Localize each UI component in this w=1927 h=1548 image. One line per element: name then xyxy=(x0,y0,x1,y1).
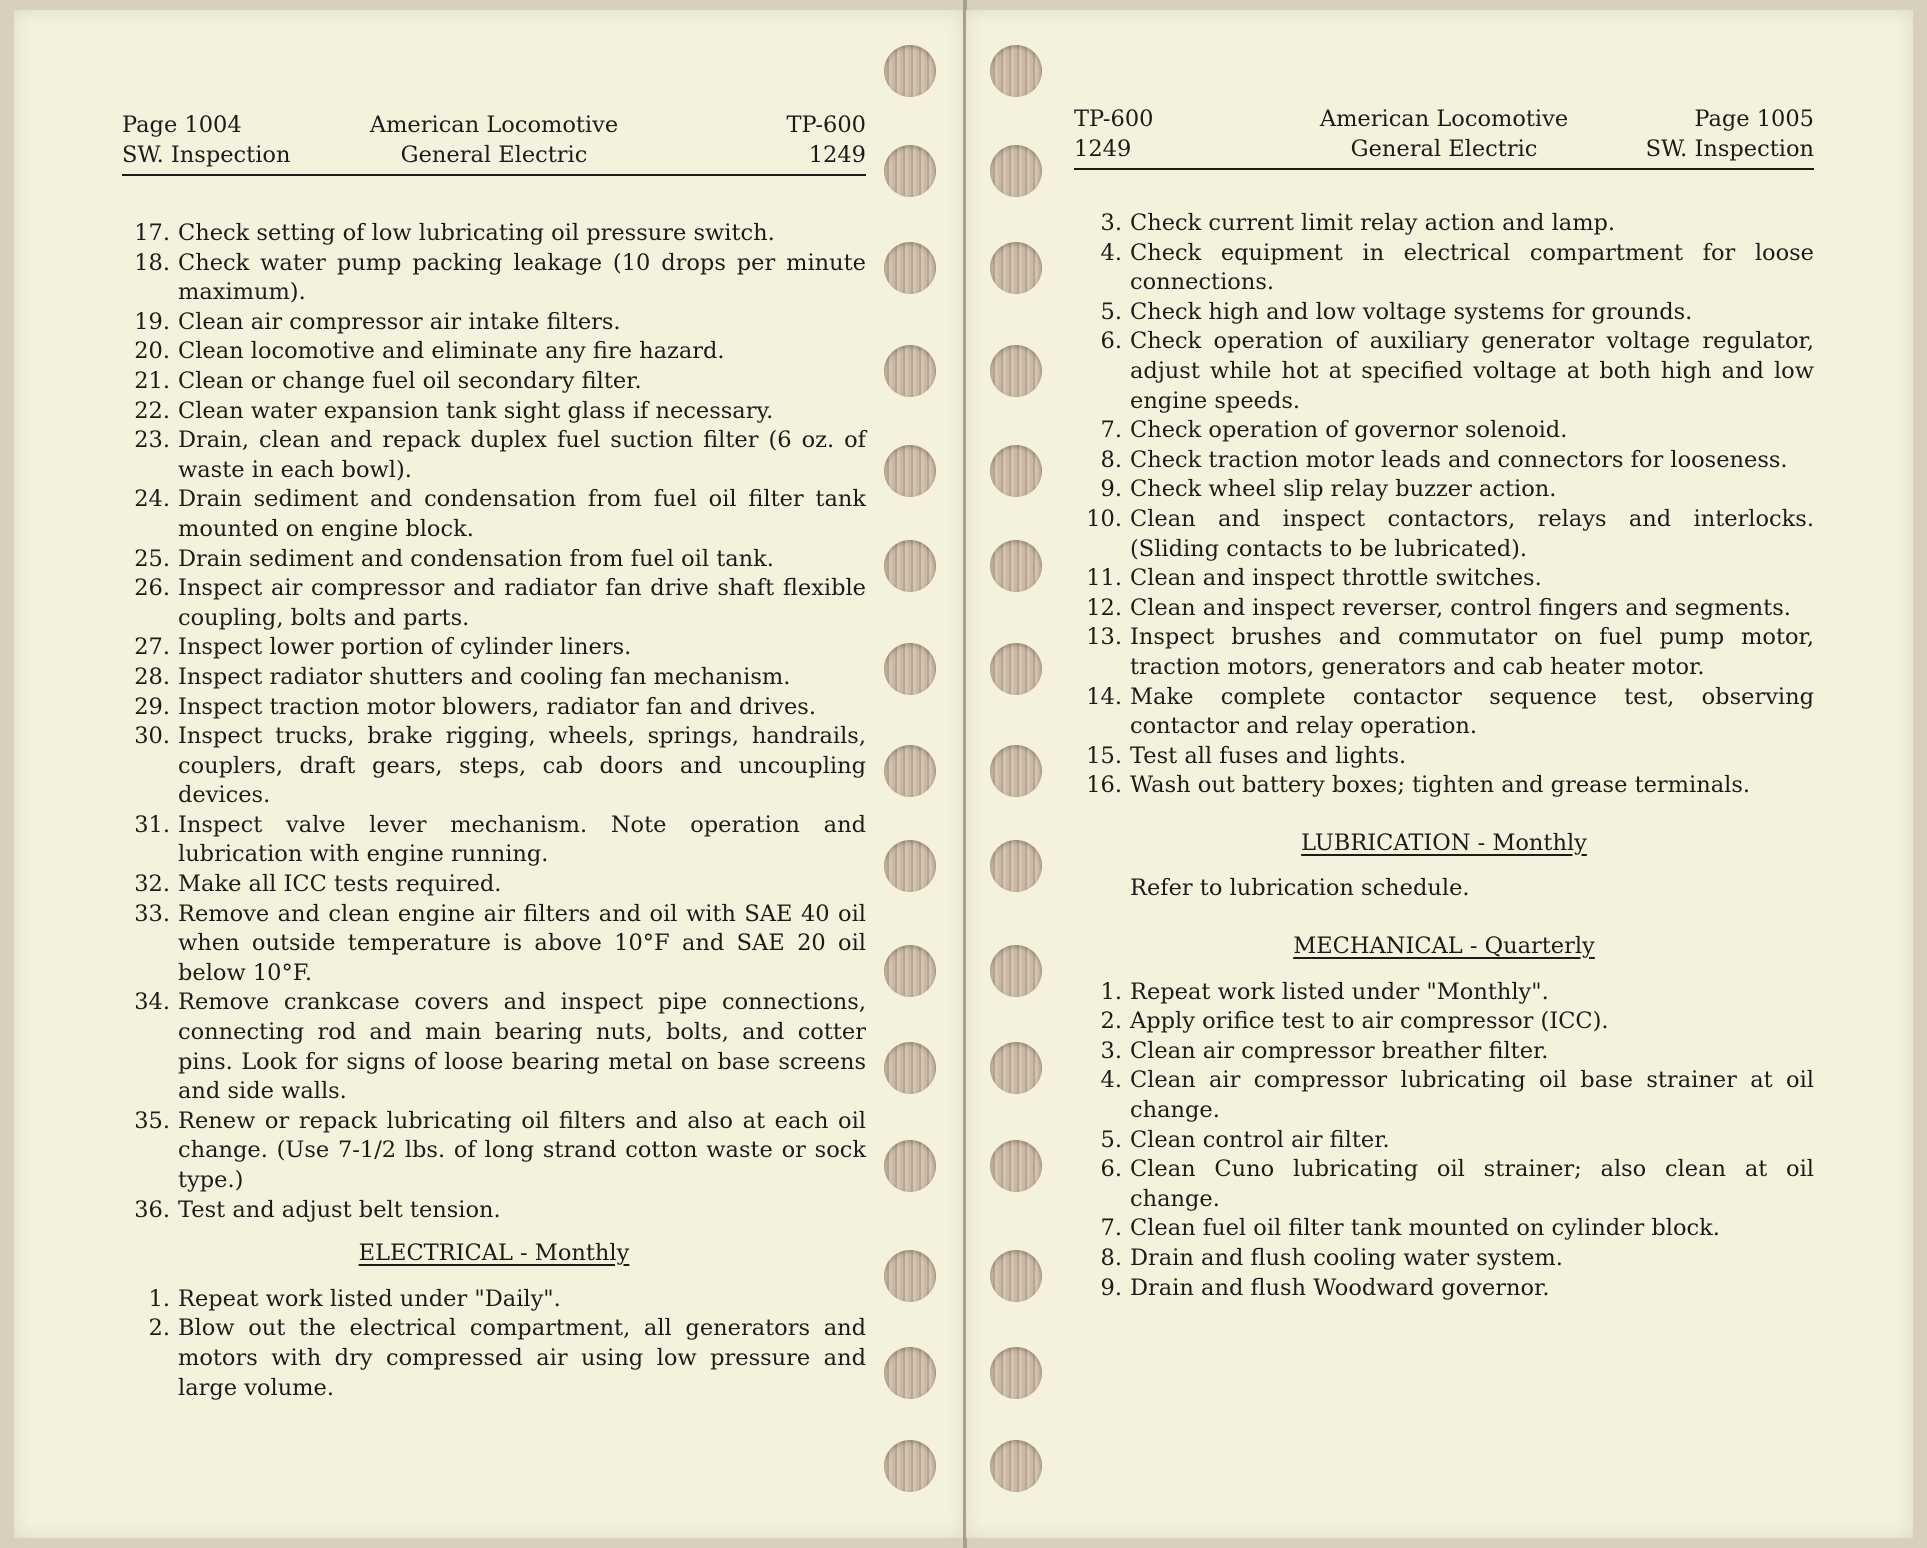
item-text: Renew or repack lubricating oil filters and also at each oil change. (Use 7-1/2 lbs. of long strand cotton waste or sock type.) xyxy=(178,1107,866,1193)
list-item xyxy=(1074,1126,1814,1156)
item-number: 2. xyxy=(1100,1008,1122,1035)
list-item xyxy=(122,397,866,427)
item-text: Blow out the electrical compartment, all generators and motors with dry compressed air using low pressure and large volume. xyxy=(178,1315,866,1401)
item-text: Inspect radiator shutters and cooling fan mechanism. xyxy=(178,663,791,690)
doc-code: TP-600 xyxy=(1074,106,1154,132)
list-item xyxy=(122,219,866,249)
item-number: 9. xyxy=(1100,1274,1122,1301)
item-text: Clean and inspect throttle switches. xyxy=(1130,565,1542,592)
right-page-body xyxy=(1074,209,1814,1303)
item-number: 1. xyxy=(148,1285,170,1312)
item-number: 32. xyxy=(134,871,170,898)
list-item xyxy=(1074,298,1814,328)
section-title-lubrication: LUBRICATION - Monthly xyxy=(1301,829,1587,856)
item-text: Check operation of governor solenoid. xyxy=(1130,417,1568,444)
item-number: 15. xyxy=(1086,742,1122,769)
left-page xyxy=(14,10,964,1538)
list-item xyxy=(122,1107,866,1196)
list-item xyxy=(122,633,866,663)
item-text: Drain sediment and condensation from fuel oil tank. xyxy=(178,545,774,572)
list-item xyxy=(122,337,866,367)
list-item xyxy=(1074,623,1814,682)
item-number: 31. xyxy=(134,811,170,838)
item-text: Clean or change fuel oil secondary filter. xyxy=(178,367,642,394)
item-text: Drain and flush Woodward governor. xyxy=(1130,1274,1550,1301)
item-number: 27. xyxy=(134,634,170,661)
list-item xyxy=(1074,564,1814,594)
list-item xyxy=(122,870,866,900)
item-number: 24. xyxy=(134,486,170,513)
item-text: Clean air compressor lubricating oil base strainer at oil change. xyxy=(1130,1067,1814,1124)
item-text: Check operation of auxiliary generator voltage regulator, adjust while hot at specified voltage at both high and low engine speeds. xyxy=(1130,328,1814,414)
item-text: Check current limit relay action and lamp. xyxy=(1130,210,1616,236)
item-text: Inspect brushes and commutator on fuel pump motor, traction motors, generators and cab heater motor. xyxy=(1130,624,1814,680)
item-number: 2. xyxy=(148,1315,170,1342)
item-text: Clean fuel oil filter tank mounted on cylinder block. xyxy=(1130,1215,1720,1242)
right-page xyxy=(966,10,1913,1538)
list-item xyxy=(122,545,866,575)
list-item xyxy=(122,367,866,397)
item-number: 35. xyxy=(134,1107,170,1134)
item-text: Apply orifice test to air compressor (ICC). xyxy=(1130,1008,1609,1035)
right-page-header xyxy=(1074,104,1814,170)
item-number: 14. xyxy=(1086,683,1122,710)
list-item xyxy=(1074,416,1814,446)
item-text: Check traction motor leads and connectors for looseness. xyxy=(1130,446,1788,473)
item-text: Inspect trucks, brake rigging, wheels, springs, handrails, couplers, draft gears, steps, cab doors and uncoupling devices. xyxy=(178,723,866,809)
company-name: American Locomotive xyxy=(1319,106,1569,132)
item-number: 18. xyxy=(134,249,170,276)
lubrication-note: Refer to lubrication schedule. xyxy=(1130,875,1470,902)
mechanical-list xyxy=(1074,978,1814,1304)
item-text: Check high and low voltage systems for grounds. xyxy=(1130,298,1693,325)
item-number: 8. xyxy=(1100,446,1122,473)
item-text: Drain sediment and condensation from fuel oil filter tank mounted on engine block. xyxy=(178,486,866,542)
list-item xyxy=(122,722,866,811)
item-number: 13. xyxy=(1086,624,1122,651)
list-item xyxy=(122,900,866,989)
item-number: 11. xyxy=(1086,565,1122,592)
list-item xyxy=(1074,475,1814,505)
item-number: 3. xyxy=(1100,210,1122,236)
item-number: 1. xyxy=(1100,978,1122,1005)
item-number: 5. xyxy=(1100,1126,1122,1153)
item-text: Inspect valve lever mechanism. Note operation and lubrication with engine running. xyxy=(178,811,866,868)
inspection-list xyxy=(122,219,866,1225)
list-item xyxy=(1074,209,1814,239)
electrical-list-continued xyxy=(1074,209,1814,801)
item-number: 4. xyxy=(1100,239,1122,266)
section-title-electrical: ELECTRICAL - Monthly xyxy=(358,1240,630,1267)
list-item xyxy=(1074,1007,1814,1037)
item-number: 3. xyxy=(1100,1037,1122,1064)
item-text: Inspect lower portion of cylinder liners. xyxy=(178,634,632,661)
left-page-body xyxy=(122,219,866,1403)
item-number: 9. xyxy=(1100,476,1122,503)
item-text: Clean control air filter. xyxy=(1130,1126,1390,1153)
doc-code: TP-600 xyxy=(786,112,866,138)
item-text: Check setting of low lubricating oil pressure switch. xyxy=(178,220,775,246)
list-item xyxy=(122,663,866,693)
item-text: Check wheel slip relay buzzer action. xyxy=(1130,476,1557,503)
item-number: 8. xyxy=(1100,1245,1122,1271)
list-item xyxy=(1074,594,1814,624)
item-number: 23. xyxy=(134,427,170,454)
doc-number: 1249 xyxy=(1074,136,1132,162)
item-text: Clean water expansion tank sight glass if necessary. xyxy=(178,397,774,424)
item-text: Inspect air compressor and radiator fan drive shaft flexible coupling, bolts and parts. xyxy=(178,575,866,631)
list-item xyxy=(1074,1037,1814,1067)
item-text: Clean locomotive and eliminate any fire hazard. xyxy=(178,338,725,365)
item-text: Test and adjust belt tension. xyxy=(178,1196,501,1223)
section-title-mechanical: MECHANICAL - Quarterly xyxy=(1293,933,1595,960)
item-number: 5. xyxy=(1100,298,1122,325)
section-label: SW. Inspection xyxy=(1645,136,1814,162)
left-page-header xyxy=(122,110,866,176)
list-item xyxy=(122,1285,866,1315)
item-number: 22. xyxy=(134,397,170,424)
list-item xyxy=(122,426,866,485)
item-text: Clean air compressor breather filter. xyxy=(1130,1037,1549,1064)
item-text: Clean Cuno lubricating oil strainer; also clean at oil change. xyxy=(1130,1156,1814,1212)
item-number: 7. xyxy=(1100,1215,1122,1242)
item-text: Repeat work listed under "Daily". xyxy=(178,1285,561,1312)
doc-number: 1249 xyxy=(808,142,866,168)
list-item xyxy=(1074,1066,1814,1125)
item-text: Clean air compressor air intake filters. xyxy=(178,308,621,335)
list-item xyxy=(1074,742,1814,772)
item-number: 36. xyxy=(134,1196,170,1223)
list-item xyxy=(1074,771,1814,801)
electrical-list xyxy=(122,1285,866,1403)
item-number: 29. xyxy=(134,693,170,720)
list-item xyxy=(122,988,866,1106)
item-text: Test all fuses and lights. xyxy=(1130,742,1407,769)
item-number: 19. xyxy=(134,308,170,335)
company-name-2: General Electric xyxy=(400,142,588,168)
page-number: Page 1005 xyxy=(1694,106,1814,132)
list-item xyxy=(122,249,866,308)
item-text: Wash out battery boxes; tighten and grease terminals. xyxy=(1130,772,1751,799)
item-number: 4. xyxy=(1100,1067,1122,1094)
item-number: 25. xyxy=(134,545,170,572)
item-text: Drain, clean and repack duplex fuel suction filter (6 oz. of waste in each bowl). xyxy=(178,427,866,483)
item-text: Check water pump packing leakage (10 drops per minute maximum). xyxy=(178,249,866,306)
item-number: 34. xyxy=(134,989,170,1016)
list-item xyxy=(122,1196,866,1226)
item-number: 10. xyxy=(1086,505,1122,532)
list-item xyxy=(122,811,866,870)
item-text: Remove and clean engine air filters and oil with SAE 40 oil when outside temperature is above 10°F and SAE 20 oil below 10°F. xyxy=(178,900,866,986)
item-number: 6. xyxy=(1100,328,1122,355)
list-item xyxy=(1074,1244,1814,1274)
item-text: Drain and flush cooling water system. xyxy=(1130,1245,1563,1271)
list-item xyxy=(1074,505,1814,564)
item-number: 16. xyxy=(1086,772,1122,799)
item-number: 33. xyxy=(134,900,170,927)
item-text: Inspect traction motor blowers, radiator fan and drives. xyxy=(178,693,816,720)
list-item xyxy=(122,1314,866,1403)
list-item xyxy=(1074,683,1814,742)
item-number: 6. xyxy=(1100,1156,1122,1183)
list-item xyxy=(1074,1155,1814,1214)
item-number: 21. xyxy=(134,367,170,394)
item-number: 30. xyxy=(134,723,170,750)
item-text: Clean and inspect reverser, control fingers and segments. xyxy=(1130,594,1791,621)
item-number: 17. xyxy=(134,220,170,246)
item-text: Check equipment in electrical compartment for loose connections. xyxy=(1130,239,1814,296)
list-item xyxy=(1074,1214,1814,1244)
list-item xyxy=(122,693,866,723)
item-number: 12. xyxy=(1086,594,1122,621)
list-item xyxy=(122,574,866,633)
item-number: 20. xyxy=(134,338,170,365)
list-item xyxy=(1074,978,1814,1008)
item-text: Remove crankcase covers and inspect pipe connections, connecting rod and main bearing nuts, bolts, and cotter pins. Look for signs of loose bearing metal on base screens and side walls. xyxy=(178,989,866,1105)
list-item xyxy=(1074,327,1814,416)
item-text: Make complete contactor sequence test, observing contactor and relay operation. xyxy=(1130,683,1814,740)
item-number: 28. xyxy=(134,663,170,690)
list-item xyxy=(1074,1274,1814,1304)
item-text: Repeat work listed under "Monthly". xyxy=(1130,978,1549,1005)
list-item xyxy=(122,485,866,544)
item-number: 7. xyxy=(1100,417,1122,444)
company-name-2: General Electric xyxy=(1350,136,1538,162)
item-text: Clean and inspect contactors, relays and interlocks. (Sliding contacts to be lubricated). xyxy=(1130,505,1814,562)
list-item xyxy=(122,308,866,338)
item-text: Make all ICC tests required. xyxy=(178,871,502,898)
page-number: Page 1004 xyxy=(122,112,242,138)
company-name: American Locomotive xyxy=(369,112,619,138)
list-item xyxy=(1074,446,1814,476)
section-label: SW. Inspection xyxy=(122,142,291,168)
item-number: 26. xyxy=(134,575,170,602)
list-item xyxy=(1074,239,1814,298)
